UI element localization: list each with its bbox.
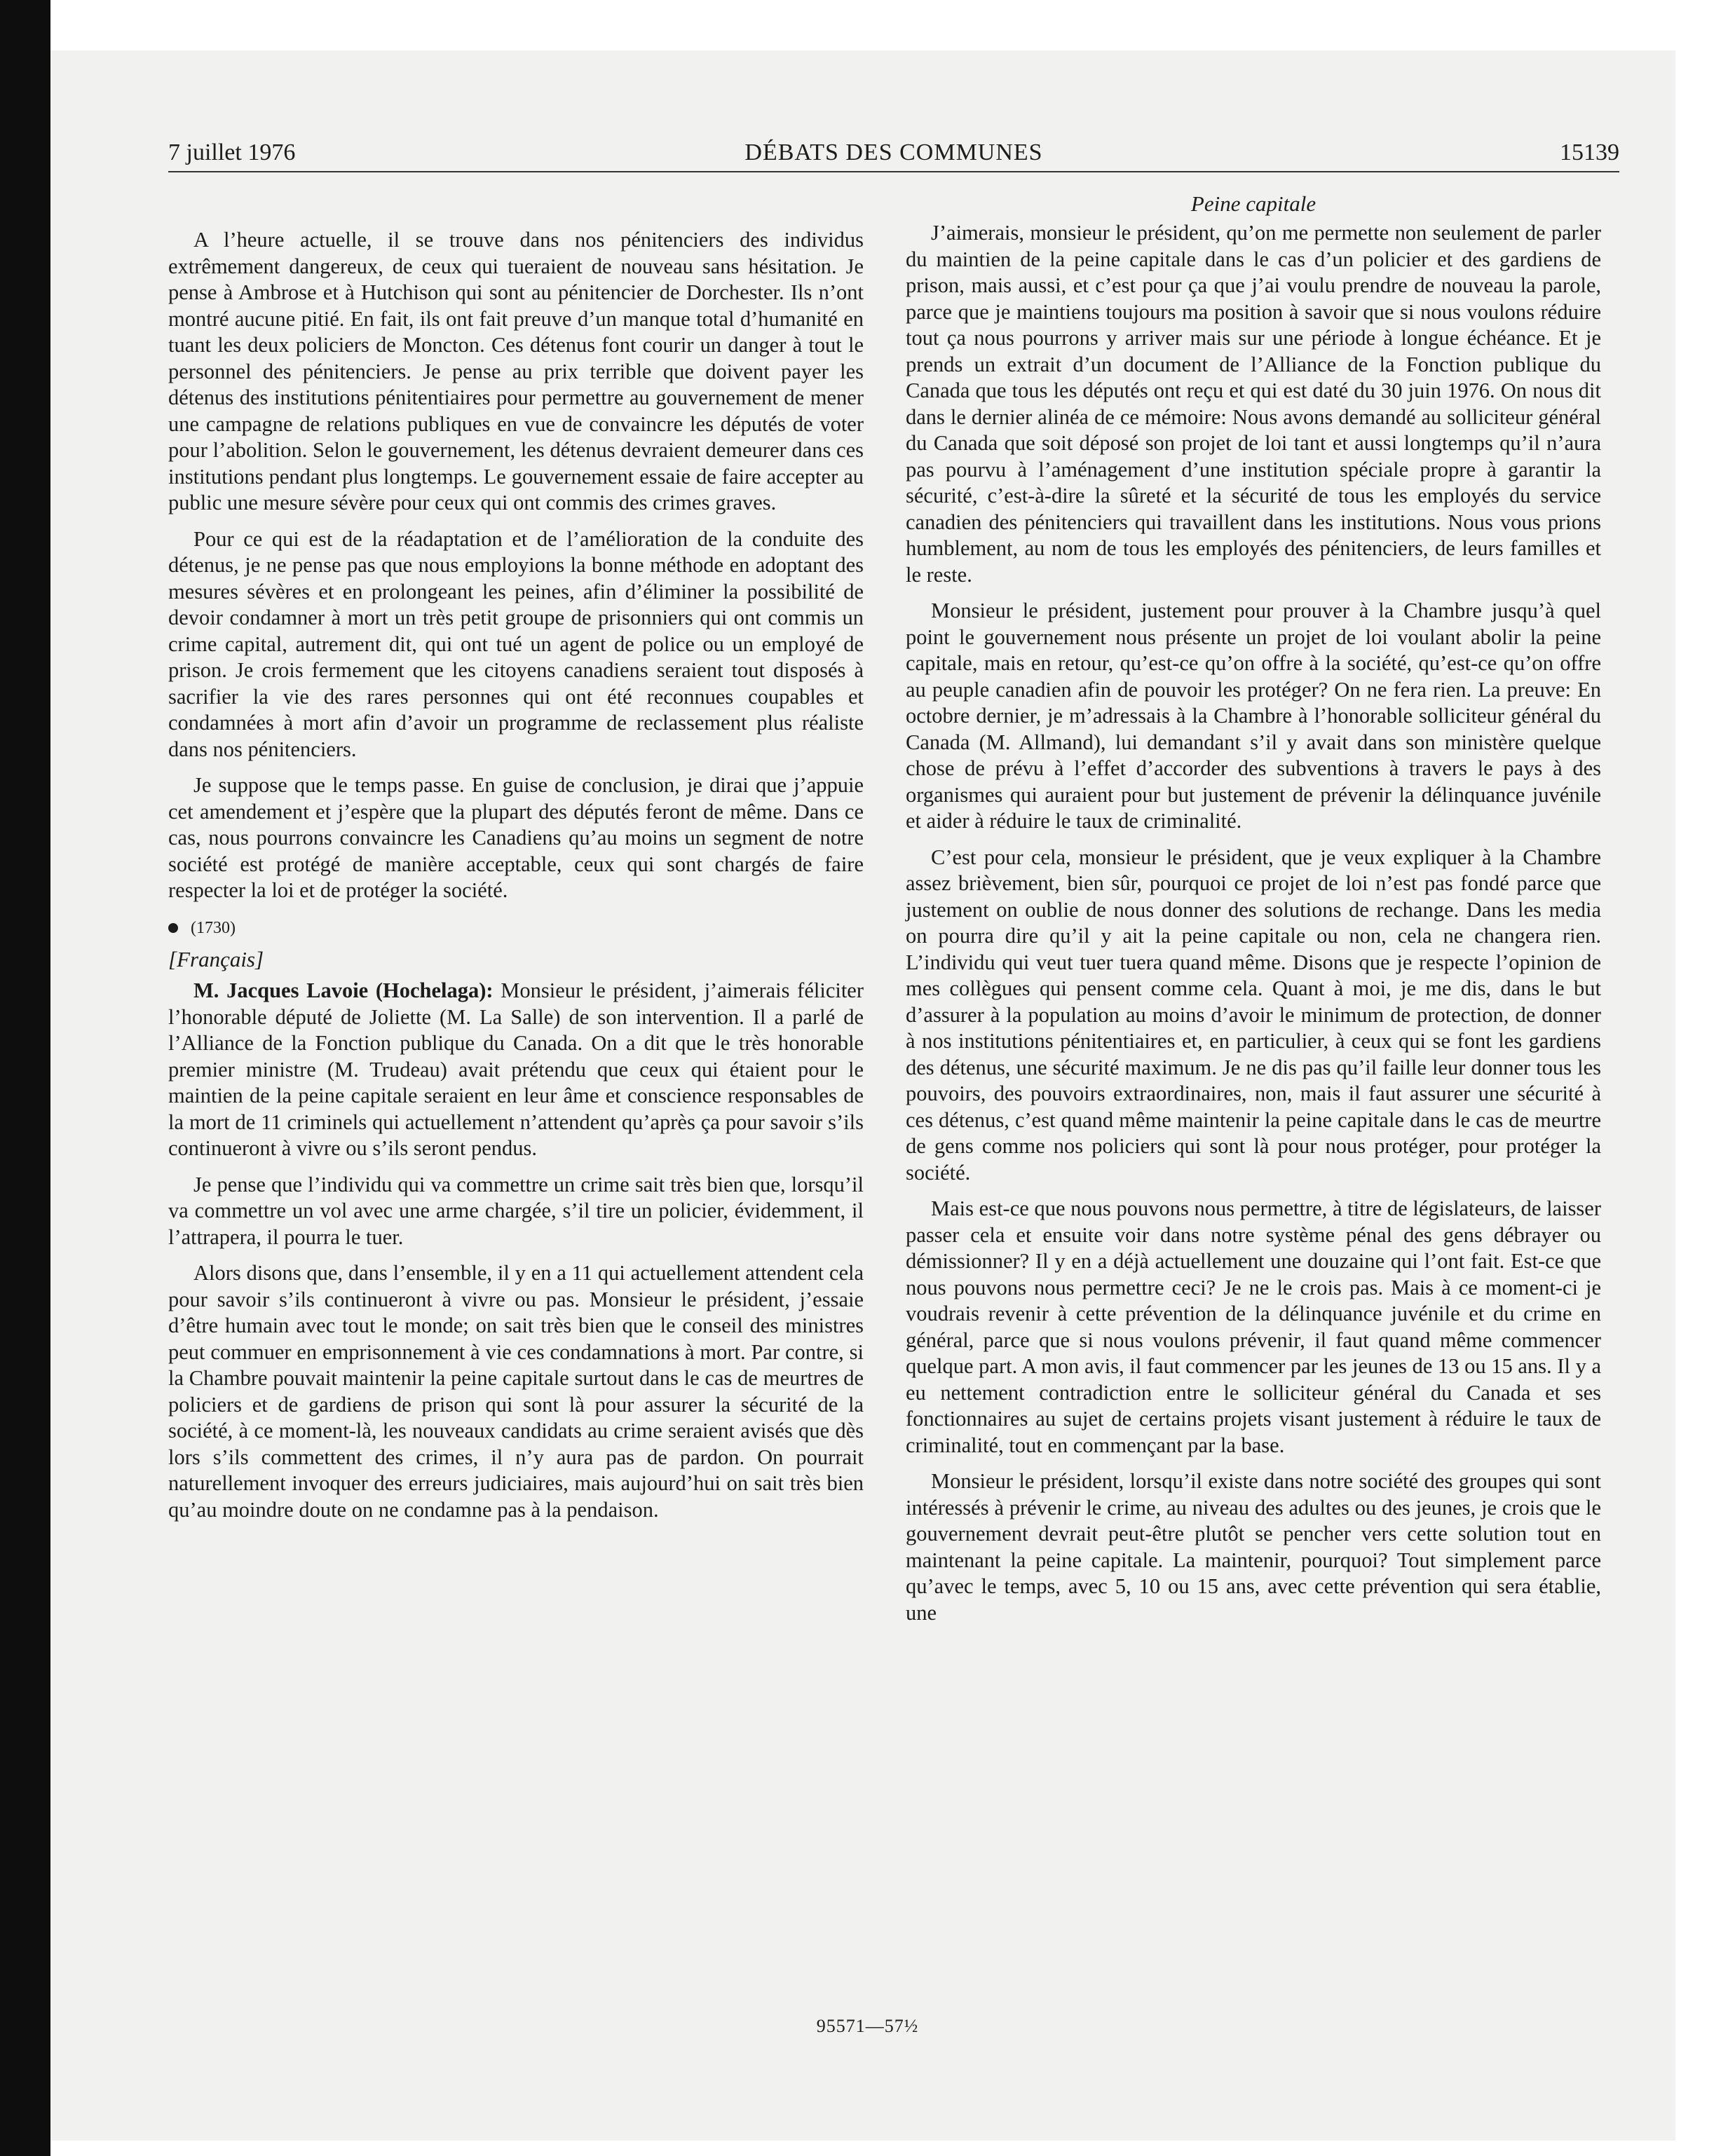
paragraph: Pour ce qui est de la réadaptation et de l’amélioration de la conduite des détenus, je ne pense pas que nous employions la bonne méthode en adoptant des mesures sévères et en prolongeant les peines, afin d’éliminer la possibilité de devoir condamner à mort un très petit groupe de prisonniers qui ont commis un crime capital, autrement dit, qui ont tué un agent de police ou un employé de prison. Je crois fermement que les citoyens canadiens seraient tout disposés à sacrifier la vie des rares personnes qui ont été reconnues coupables et condamnées à mort afin d’avoir un programme de reclassement plus réaliste dans nos pénitenciers. bbox=[168, 526, 864, 761]
language-marker: [Français] bbox=[168, 946, 264, 971]
paragraph: J’aimerais, monsieur le président, qu’on me permette non seulement de parler du maintien de la peine capitale dans le cas d’un policier et des gardiens de prison, mais aussi, et c’est pour ça que j’ai voulu prendre de nouveau la parole, parce que je maintiens toujours ma position à savoir que si nous voulons réduire tout ça nous pourrons y arriver mais sur une période à longue échéance. Et je prends un extrait d’un document de l’Alliance de la Fonction publique du Canada que tous les députés ont reçu et qui est daté du 30 juin 1976. On nous dit dans le dernier alinéa de ce mémoire: Nous avons demandé au solliciteur général du Canada que soit déposé son projet de loi tant et aussi longtemps qu’il n’aura pas pourvu à l’aménagement d’une institution spéciale propre à garantir la sécurité, c’est-à-dire la sûreté et la sécurité de tous les employés du service canadien des pénitenciers qui travaillent dans les institutions. Nous vous prions humblement, au nom de tous les employés des pénitenciers, de leurs familles et le reste. bbox=[906, 221, 1601, 587]
left-column bbox=[168, 191, 864, 1533]
speaker-paragraph bbox=[168, 978, 864, 1162]
page-header bbox=[168, 137, 1619, 172]
bullet-icon bbox=[168, 923, 178, 933]
scan-edge bbox=[0, 0, 50, 2156]
header-page-number: 15139 bbox=[1560, 139, 1619, 165]
paragraph: Monsieur le président, lorsqu’il existe dans notre société des groupes qui sont intéressés à prévenir le crime, au niveau des adultes ou des jeunes, je crois que le gouvernement devrait peut-être plutôt se pencher vers cette solution tout en maintenant la peine capitale. La maintenir, pourquoi? Tout simplement parce qu’avec le temps, avec 5, 10 ou 15 ans, avec cette prévention qui sera établie, une bbox=[906, 1469, 1601, 1625]
header-date: 7 juillet 1976 bbox=[168, 139, 296, 165]
paragraph: Alors disons que, dans l’ensemble, il y en a 11 qui actuellement attendent cela pour savoir s’ils continueront à vivre ou pas. Monsieur le président, j’essaie d’être humain avec tout le monde; on sait très bien que le conseil des ministres peut commuer en emprisonnement à vie ces condamnations à mort. Par contre, si la Chambre pouvait maintenir la peine capitale surtout dans le cas de meurtres de policiers et de gardiens de prison qui sont là pour assurer la sécurité de la société, à ce moment-là, les nouveaux candidats au crime seraient avisés que dès lors s’ils commettent des crimes, il n’y aura pas de pardon. On pourrait naturellement invoquer des erreurs judiciaires, mais aujourd’hui on sait très bien qu’au moindre doute on ne condamne pas à la pendaison. bbox=[168, 1261, 864, 1522]
header-title: DÉBATS DES COMMUNES bbox=[744, 139, 1043, 165]
paragraph: Monsieur le président, justement pour prouver à la Chambre jusqu’à quel point le gouvernement nous présente un projet de loi voulant abolir la peine capitale, mais en retour, qu’est-ce qu’on offre à la société, qu’est-ce qu’on offre au peuple canadien afin de pouvoir les protéger? On ne fera rien. La preuve: En octobre dernier, je m’adressais à la Chambre à l’honorable solliciteur général du Canada (M. Allmand), lui demandant s’il y avait dans son ministère quelque chose de prévu à l’effet d’accorder des subventions à travers le pays à des organismes qui auraient pour but justement de prévenir la délinquance juvénile et aider à réduire le taux de criminalité. bbox=[906, 599, 1601, 833]
paragraph: A l’heure actuelle, il se trouve dans nos pénitenciers des individus extrêmement dangereux, de ceux qui tueraient de nouveau sans hésitation. Je pense à Ambrose et à Hutchison qui sont au pénitencier de Dorchester. Ils n’ont montré aucune pitié. En fait, ils ont fait preuve d’un manque total d’humanité en tuant les deux policiers de Moncton. Ces détenus font courir un danger à tout le personnel des pénitenciers. Je pense au prix terrible que doivent payer les détenus des institutions pénitentiaires pour permettre au gouvernement de mener une campagne de relations publiques en vue de convaincre les députés de voter pour l’abolition. Selon le gouvernement, les détenus devraient demeurer dans ces institutions pendant plus longtemps. Le gouvernement essaie de faire accepter au public une mesure sévère pour ceux qui ont commis des crimes graves. bbox=[168, 228, 864, 514]
timestamp-text: (1730) bbox=[191, 918, 236, 937]
paragraph: C’est pour cela, monsieur le président, que je veux expliquer à la Chambre assez brièvement, bien sûr, pourquoi ce projet de loi n’est pas fondé parce que justement on oublie de nous donner des solutions de rechange. Dans les media on pourra dire qu’il y ait la peine capitale ou non, cela ne changera rien. L’individu qui veut tuer tuera quand même. Disons que je respecte l’opinion de mes collègues qui pensent comme cela. Quant à moi, je me dis, dans le but d’assurer à la population au moins d’avoir le minimum de protection, de donner à nos institutions pénitentiaires et, en particulier, à ceux qui se font les gardiens des détenus, une sécurité maximum. Je ne dis pas qu’il faille leur donner tous les pouvoirs, des pouvoirs extraordinaires, non, mais il faut assurer une sécurité à ces détenus, c’est quand même maintenir la peine capitale dans le cas de meurtre de gens comme nos policiers qui sont là pour nous protéger, pour protéger la société. bbox=[906, 845, 1601, 1185]
timestamp bbox=[168, 914, 864, 942]
speech-text: Monsieur le président, j’aimerais féliciter l’honorable député de Joliette (M. La Salle) de son intervention. Il a parlé de l’Alliance de la Fonction publique du Canada. On a dit que le très honorable premier ministre (M. Trudeau) avait prétendu que ceux qui étaient pour le maintien de la peine capitale seraient en leur âme et conscience responsables de la mort de 11 criminels qui actuellement n’attendent qu’après ça pour savoir s’ils continueront à vivre ou s’ils seront pendus. bbox=[168, 978, 864, 1160]
paragraph: Je pense que l’individu qui va commettre un crime sait très bien que, lorsqu’il va commettre un vol avec une arme chargée, s’il tire un policier, évidemment, il l’attrapera, il pourra le tuer. bbox=[168, 1172, 864, 1249]
speaker-name: M. Jacques Lavoie (Hochelaga): bbox=[193, 978, 494, 1002]
paragraph: Je suppose que le temps passe. En guise de conclusion, je dirai que j’appuie cet amendement et j’espère que la plupart des députés feront de même. Dans ce cas, nous pourrons convaincre les Canadiens qu’au moins un segment de notre société est protégé de manière acceptable, ceux qui sont chargés de faire respecter la loi et de protéger la société. bbox=[168, 773, 864, 902]
paragraph: Mais est-ce que nous pouvons nous permettre, à titre de législateurs, de laisser passer cela et ensuite voir dans notre système pénal des gens débrayer ou démissionner? Il y en a déjà actuellement une douzaine qui l’ont fait. Est-ce que nous pouvons nous permettre ceci? Je ne le crois pas. Mais à ce moment-ci je voudrais revenir à cette prévention de la délinquance juvénile et du crime en général, parce que si nous voulons prévenir, il faut quand même commencer quelque part. A mon avis, il faut commencer par les jeunes de 13 ou 15 ans. Il y a eu nettement contradiction entre le solliciteur général du Canada et ses fonctionnaires au sujet de certains projets visant justement à réduire le taux de criminalité, tout en commençant par la base. bbox=[906, 1196, 1601, 1457]
section-title: Peine capitale bbox=[1190, 191, 1316, 216]
footer-print-code: 95571—57½ bbox=[816, 2016, 919, 2036]
right-column bbox=[906, 191, 1601, 1636]
